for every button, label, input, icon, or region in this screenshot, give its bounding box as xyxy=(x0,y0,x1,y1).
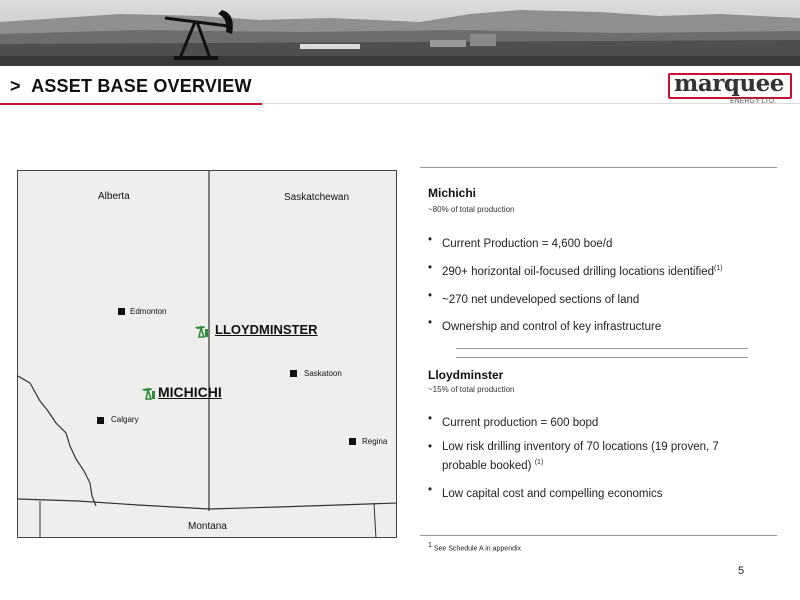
pumpjack-icon xyxy=(194,324,210,338)
bullet-dot: • xyxy=(428,413,433,425)
bullet-dot: • xyxy=(428,317,433,330)
title-prefix: > xyxy=(10,76,21,96)
city-marker-regina xyxy=(349,438,356,445)
region-label-montana: Montana xyxy=(188,521,227,532)
michichi-subtitle: ~80% of total production xyxy=(428,205,515,214)
title-underline xyxy=(0,103,262,105)
lloydminster-subtitle: ~15% of total production xyxy=(428,385,515,394)
footnote-ref: (1) xyxy=(534,458,544,466)
section-divider-b xyxy=(456,357,748,358)
bullet-text: ~270 net undeveloped sections of land xyxy=(442,293,640,306)
footnote xyxy=(428,542,521,552)
bullet-dot: • xyxy=(428,440,433,453)
asset-label-lloydminster: LLOYDMINSTER xyxy=(215,322,318,337)
city-label-calgary: Calgary xyxy=(111,415,139,424)
section-divider-a xyxy=(456,348,748,349)
section-divider-bottom xyxy=(420,535,777,536)
map-borders xyxy=(18,171,397,538)
city-marker-saskatoon xyxy=(290,370,297,377)
header-photo-banner xyxy=(0,0,800,66)
asset-map xyxy=(17,170,397,538)
michichi-title: Michichi xyxy=(428,186,477,200)
pumpjack-icon xyxy=(141,386,157,400)
list-item xyxy=(428,233,758,252)
lloydminster-bullet-list xyxy=(428,412,748,510)
asset-label-michichi: MICHICHI xyxy=(158,384,222,400)
list-item xyxy=(428,483,748,502)
bullet-text: 290+ horizontal oil-focused drilling locations identified xyxy=(442,265,715,278)
region-label-alberta: Alberta xyxy=(98,191,130,202)
bullet-dot: • xyxy=(428,261,433,274)
list-item xyxy=(428,261,758,280)
bullet-text: Low risk drilling inventory of 70 locations (19 proven, 7 probable booked) xyxy=(442,440,719,472)
lloydminster-title: Lloydminster xyxy=(428,368,504,382)
page-number: 5 xyxy=(738,565,745,577)
footnote-ref: (1) xyxy=(714,264,723,272)
list-item xyxy=(428,440,748,474)
section-divider-top xyxy=(420,167,777,168)
title-text: ASSET BASE OVERVIEW xyxy=(31,76,252,96)
bullet-text: Current production = 600 bopd xyxy=(442,416,599,429)
bullet-dot: • xyxy=(428,289,433,302)
city-label-saskatoon: Saskatoon xyxy=(304,369,342,378)
bullet-text: Current Production = 4,600 boe/d xyxy=(442,237,613,250)
bullet-text: Low capital cost and compelling economics xyxy=(442,487,663,500)
page-title xyxy=(10,76,252,97)
footnote-marker: 1 xyxy=(428,542,432,549)
city-label-edmonton: Edmonton xyxy=(130,307,167,316)
michichi-bullet-list xyxy=(428,233,758,344)
logo-wordmark: marquee xyxy=(674,70,784,97)
company-logo xyxy=(668,70,792,107)
bullet-text: Ownership and control of key infrastructure xyxy=(442,321,662,334)
region-label-saskatchewan: Saskatchewan xyxy=(284,192,350,203)
city-label-regina: Regina xyxy=(362,437,388,446)
logo-subtitle: ENERGY LTD. xyxy=(730,98,777,105)
list-item xyxy=(428,316,758,335)
list-item xyxy=(428,412,748,431)
city-marker-calgary xyxy=(97,417,104,424)
footnote-text: See Schedule A in appendix xyxy=(431,545,522,553)
list-item xyxy=(428,289,758,308)
city-marker-edmonton xyxy=(118,308,125,315)
bullet-dot: • xyxy=(428,234,433,246)
bullet-dot: • xyxy=(428,483,433,496)
